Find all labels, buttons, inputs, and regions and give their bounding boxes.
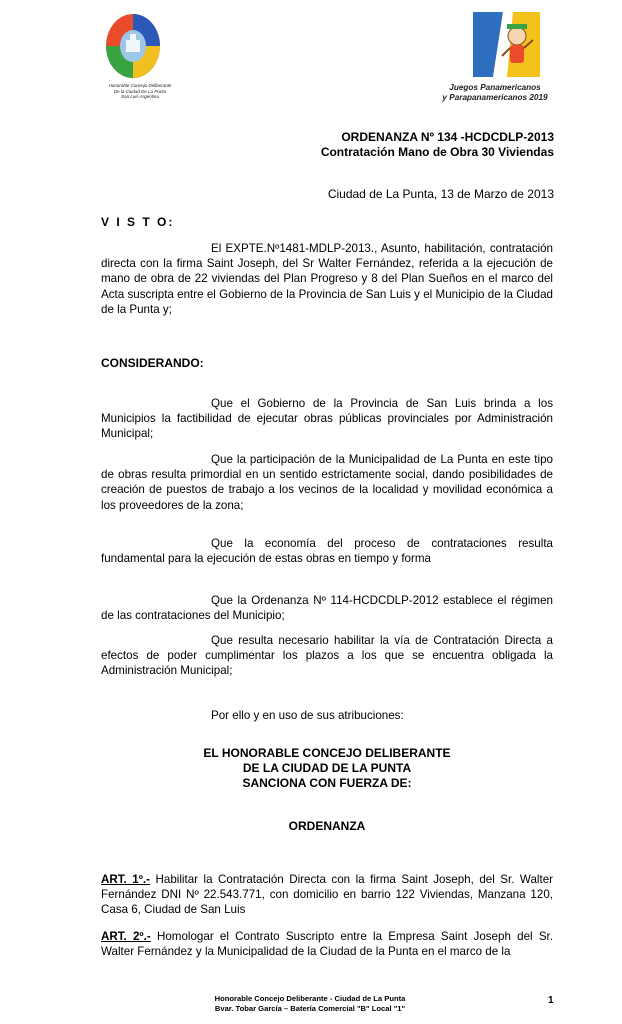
article-label: ART. 2º.- bbox=[101, 930, 151, 943]
article-label: ART. 1º.- bbox=[101, 873, 151, 886]
page-number: 1 bbox=[548, 995, 554, 1006]
document-title bbox=[321, 130, 554, 160]
dateline: Ciudad de La Punta, 13 de Marzo de 2013 bbox=[327, 187, 554, 201]
left-caption-line-2: De la Ciudad De La Punta bbox=[113, 88, 167, 94]
considerando-paragraph: Que resulta necesario habilitar la vía de Contratación Directa a efectos de poder cumplimentar los plazos a los que se encuentra obligada la Administración Municipal; bbox=[101, 634, 553, 678]
considerando-heading: CONSIDERANDO: bbox=[101, 356, 204, 370]
considerando-paragraph: Que la participación de la Municipalidad de La Punta en este tipo de obras resulta primordial en un sentido estrictamente social, dando posibilidades de creación de puestos de trabajo a los vecinos de la localidad y movilidad económica a los proveedores de la zona; bbox=[101, 453, 553, 512]
article-2 bbox=[101, 929, 553, 959]
right-caption-line-1: Juegos Panamericanos bbox=[449, 83, 541, 92]
title-ordinance-number: ORDENANZA Nº 134 -HCDCDLP-2013 bbox=[341, 130, 554, 144]
left-caption-line-3: San Luis Argentina bbox=[121, 94, 159, 99]
right-caption-line-2: y Parapanamericanos 2019 bbox=[442, 92, 548, 102]
concejo-seal-icon bbox=[104, 10, 162, 80]
considerando-paragraph: Que la economía del proceso de contrataciones resulta fundamental para la ejecución de estas obras en tiempo y forma bbox=[101, 537, 553, 566]
juegos-mascot-icon bbox=[473, 12, 540, 77]
title-subject: Contratación Mano de Obra 30 Viviendas bbox=[320, 145, 554, 159]
article-text: Homologar el Contrato Suscripto entre la Empresa Saint Joseph del Sr. Walter Fernández y la Municipalidad de la Ciudad de la Punta en el marco de la bbox=[101, 930, 553, 959]
sanciona-line-1: EL HONORABLE CONCEJO DELIBERANTE bbox=[203, 746, 451, 760]
sanciona-line-2: DE LA CIUDAD DE LA PUNTA bbox=[242, 761, 412, 775]
visto-text: El EXPTE.Nº1481-MDLP-2013., Asunto, habilitación, contratación directa con la firma Saint Joseph, del Sr Walter Fernández, referida a la ejecución de mano de obra de 22 viviendas del Plan Progreso y 8 del Plan Sueños en el marco del Acta suscripta entre el Gobierno de la Provincia de San Luis y el Municipio de la Ciudad de la Punta y; bbox=[101, 242, 553, 316]
left-caption-line-1: Honorable Concejo Deliberante bbox=[108, 83, 172, 88]
footer-line-1: Honorable Concejo Deliberante - Ciudad de La Punta bbox=[214, 994, 406, 1003]
page-footer bbox=[190, 994, 430, 1014]
considerando-paragraph: Que la Ordenanza Nº 114-HCDCDLP-2012 establece el régimen de las contrataciones del Municipio; bbox=[101, 594, 553, 623]
right-logo-caption bbox=[430, 83, 560, 102]
article-text: Habilitar la Contratación Directa con la firma Saint Joseph, del Sr. Walter Fernández DNI Nº 22.543.771, con domicilio en barrio 122 Viviendas, Manzana 120, Casa 6, Ciudad de San Luis bbox=[101, 873, 554, 917]
closing-phrase: Por ello y en uso de sus atribuciones: bbox=[211, 709, 404, 722]
considerando-paragraph: Que el Gobierno de la Provincia de San Luis brinda a los Municipios la factibilidad de ejecutar obras públicas provinciales por Administración Municipal; bbox=[101, 397, 553, 441]
footer-line-2: Bvar. Tobar García – Batería Comercial "B" Local "1" bbox=[214, 1004, 406, 1013]
visto-heading: V I S T O: bbox=[101, 215, 175, 229]
sanciona-block bbox=[101, 746, 553, 791]
sanciona-line-3: SANCIONA CON FUERZA DE: bbox=[242, 776, 412, 790]
left-logo-caption bbox=[100, 83, 180, 100]
article-1 bbox=[101, 872, 553, 918]
ordenanza-heading: ORDENANZA bbox=[288, 819, 366, 833]
